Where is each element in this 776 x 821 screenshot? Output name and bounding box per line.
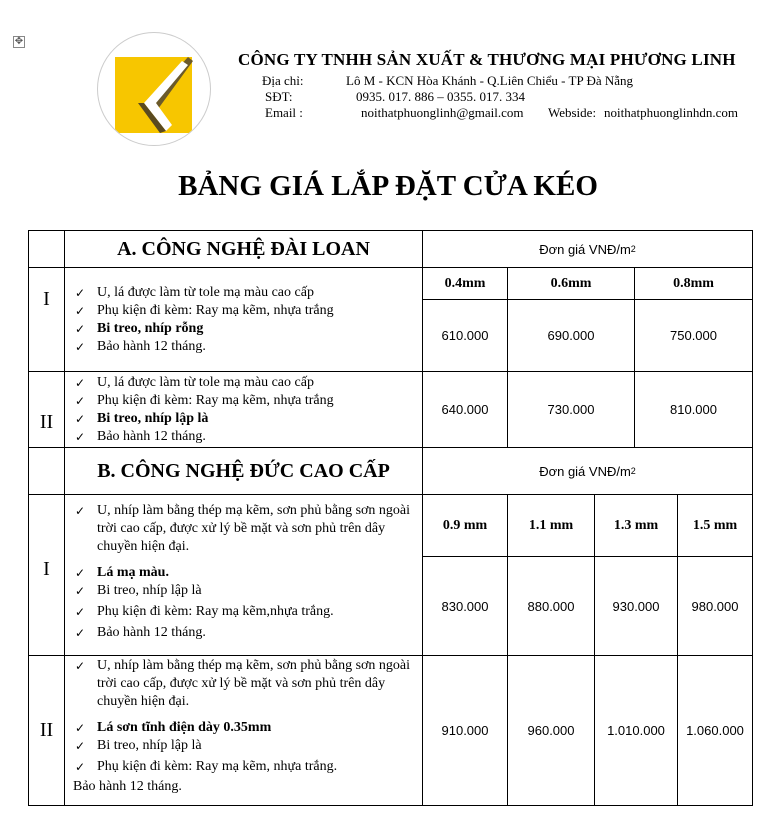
list-item: ✓ U, lá được làm từ tole mạ màu cao cấp [75, 285, 314, 300]
check-icon: ✓ [75, 584, 86, 598]
size-header: 1.5 mm [677, 494, 753, 557]
list-item: ✓ Phụ kiện đi kèm: Ray mạ kẽm, nhựa trắng [75, 303, 334, 318]
check-icon: ✓ [75, 412, 86, 426]
check-icon: ✓ [75, 340, 86, 354]
website-label: Webside: [548, 105, 597, 120]
price-cell: 880.000 [507, 556, 595, 656]
phone-label: SĐT: [265, 89, 293, 104]
list-item: ✓ Bi treo, nhíp rỗng [75, 321, 204, 336]
row-b2-roman: II [28, 655, 65, 806]
price-cell: 980.000 [677, 556, 753, 656]
address-label: Địa chỉ: [262, 73, 304, 88]
check-icon: ✓ [75, 626, 86, 640]
check-icon: ✓ [75, 566, 86, 580]
website: noithatphuonglinhdn.com [604, 105, 738, 120]
size-header: 1.1 mm [507, 494, 595, 557]
section-a-heading: A. CÔNG NGHỆ ĐÀI LOAN [64, 230, 423, 268]
check-icon: ✓ [75, 659, 86, 673]
row-b2-description [64, 655, 423, 806]
unit-label: Đơn giá VNĐ/m [539, 463, 631, 479]
check-icon: ✓ [75, 304, 86, 318]
list-item: Bảo hành 12 tháng. [73, 779, 182, 794]
email: noithatphuonglinh@gmail.com [361, 105, 524, 120]
section-b-unit [422, 447, 753, 495]
section-b-heading: B. CÔNG NGHỆ ĐỨC CAO CẤP [64, 447, 423, 495]
price-cell: 640.000 [422, 371, 508, 448]
price-cell: 830.000 [422, 556, 508, 656]
size-header: 1.3 mm [594, 494, 678, 557]
list-item: ✓ Phụ kiện đi kèm: Ray mạ kẽm,nhựa trắng. [75, 604, 334, 619]
unit-sup: 2 [630, 244, 636, 254]
check-icon: ✓ [75, 739, 86, 753]
table-move-handle-icon[interactable]: ✥ [14, 36, 24, 47]
row-b1-roman: I [28, 494, 65, 656]
check-icon: ✓ [75, 322, 86, 336]
price-cell: 1.060.000 [677, 655, 753, 806]
section-b-left-cell [28, 447, 65, 495]
price-cell: 1.010.000 [594, 655, 678, 806]
list-item: ✓ Phụ kiện đi kèm: Ray mạ kẽm, nhựa trắng. [75, 759, 338, 774]
list-item: ✓ Bảo hành 12 tháng. [75, 429, 206, 444]
check-icon: ✓ [75, 394, 86, 408]
list-item: ✓ Bi treo, nhíp lập là [75, 411, 209, 426]
list-item: ✓ Bi treo, nhíp lập là [75, 738, 202, 753]
size-header: 0.8mm [634, 267, 753, 300]
list-item: ✓ Bi treo, nhíp lập là [75, 583, 202, 598]
row-a2-roman: II [28, 371, 65, 448]
list-item: ✓ Bảo hành 12 tháng. [75, 625, 206, 640]
list-item: ✓ U, nhíp làm bằng thép mạ kẽm, sơn phủ bằng sơn ngoài trời cao cấp, được xử lý bề mặt và sơn phủ trên dây chuyền hiện đại. [75, 658, 411, 709]
list-item: ✓ Phụ kiện đi kèm: Ray mạ kẽm, nhựa trắng [75, 393, 334, 408]
email-label: Email : [265, 105, 303, 120]
unit-sup: 2 [630, 466, 636, 476]
section-a-unit [422, 230, 753, 268]
list-item: ✓ Lá sơn tĩnh điện dày 0.35mm [75, 720, 272, 735]
list-item: ✓ Bảo hành 12 tháng. [75, 339, 206, 354]
price-cell: 960.000 [507, 655, 595, 806]
row-a1-roman: I [28, 267, 65, 372]
size-header: 0.4mm [422, 267, 508, 300]
price-cell: 750.000 [634, 299, 753, 372]
check-icon: ✓ [75, 430, 86, 444]
price-cell: 930.000 [594, 556, 678, 656]
price-cell: 690.000 [507, 299, 635, 372]
size-header: 0.6mm [507, 267, 635, 300]
price-cell: 610.000 [422, 299, 508, 372]
address: Lô M - KCN Hòa Khánh - Q.Liên Chiểu - TP Đà Nẵng [346, 73, 634, 88]
row-b1-description [64, 494, 423, 656]
check-icon: ✓ [75, 504, 86, 518]
size-header: 0.9 mm [422, 494, 508, 557]
price-cell: 730.000 [507, 371, 635, 448]
check-icon: ✓ [75, 760, 86, 774]
list-item: ✓ U, nhíp làm bằng thép mạ kẽm, sơn phủ bằng sơn ngoài trời cao cấp, được xử lý bề mặt và sơn phủ trên dây chuyền hiện đại. [75, 503, 411, 554]
company-name: CÔNG TY TNHH SẢN XUẤT & THƯƠNG MẠI PHƯƠNG LINH [238, 50, 736, 69]
price-cell: 910.000 [422, 655, 508, 806]
check-icon: ✓ [75, 605, 86, 619]
check-icon: ✓ [75, 721, 86, 735]
list-item: ✓ Lá mạ màu. [75, 565, 169, 580]
check-icon: ✓ [75, 286, 86, 300]
list-item: ✓ U, lá được làm từ tole mạ màu cao cấp [75, 375, 314, 390]
row-a2-description [64, 371, 423, 448]
page-title: BẢNG GIÁ LẮP ĐẶT CỬA KÉO [178, 170, 598, 202]
price-cell: 810.000 [634, 371, 753, 448]
company-logo [97, 32, 211, 146]
row-a1-description [64, 267, 423, 372]
phone: 0935. 017. 886 – 0355. 017. 334 [356, 89, 525, 104]
unit-label: Đơn giá VNĐ/m [539, 241, 631, 257]
check-icon: ✓ [75, 376, 86, 390]
